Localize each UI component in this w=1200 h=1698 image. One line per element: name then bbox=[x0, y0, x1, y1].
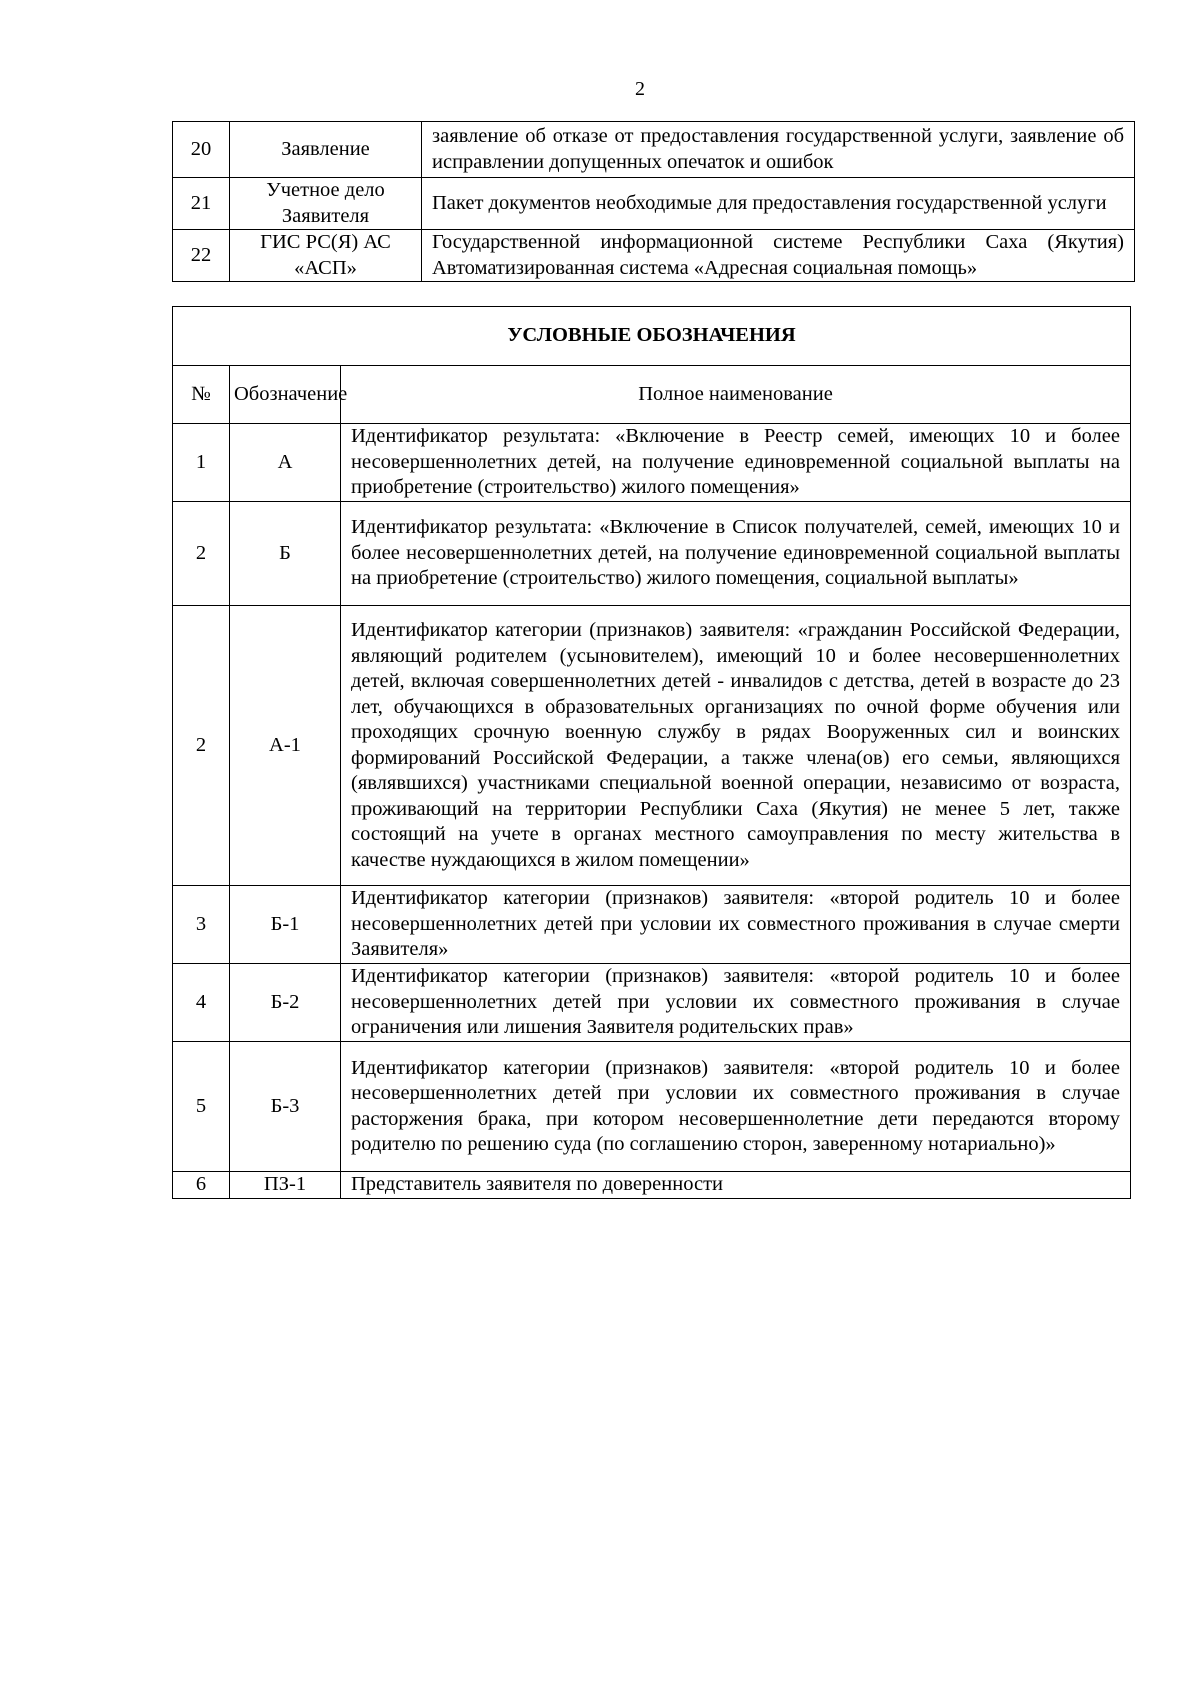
term-name: ГИС РС(Я) АС «АСП» bbox=[230, 230, 422, 282]
legend-description: Представитель заявителя по доверенности bbox=[341, 1172, 1131, 1199]
term-description: Государственной информационной системе Республики Саха (Якутия) Автоматизированная система «Адресная социальная помощь» bbox=[422, 230, 1135, 282]
table-row bbox=[173, 122, 1135, 178]
page-number: 2 bbox=[635, 78, 645, 100]
legend-code: ПЗ-1 bbox=[230, 1172, 341, 1199]
table-row bbox=[173, 1042, 1131, 1172]
table-row bbox=[173, 424, 1131, 502]
header-code: Обозначение bbox=[230, 366, 341, 424]
legend-number: 5 bbox=[173, 1042, 230, 1172]
term-description: Пакет документов необходимые для предоставления государственной услуги bbox=[422, 178, 1135, 230]
legend-code: Б-3 bbox=[230, 1042, 341, 1172]
legend-number: 2 bbox=[173, 606, 230, 886]
term-name: Заявление bbox=[230, 122, 422, 178]
legend-code: Б-2 bbox=[230, 964, 341, 1042]
legend-description: Идентификатор категории (признаков) заявителя: «второй родитель 10 и более несовершеннолетних детей при условии их совместного проживания в случае расторжения брака, при котором несовершеннолетние дети передаются второму родителю по решению суда (по соглашению сторон, заверенному нотариально)» bbox=[341, 1042, 1131, 1172]
legend-code: Б-1 bbox=[230, 886, 341, 964]
table-row bbox=[173, 230, 1135, 282]
term-name: Учетное дело Заявителя bbox=[230, 178, 422, 230]
legend-code: Б bbox=[230, 502, 341, 606]
legend-code: А-1 bbox=[230, 606, 341, 886]
legend-number: 6 bbox=[173, 1172, 230, 1199]
legend-code: А bbox=[230, 424, 341, 502]
legend-number: 3 bbox=[173, 886, 230, 964]
legend-description: Идентификатор результата: «Включение в Список получателей, семей, имеющих 10 и более несовершеннолетних детей, на получение единовременной социальной выплаты на приобретение (строительство) жилого помещения, социальной выплаты» bbox=[341, 502, 1131, 606]
legend-number: 4 bbox=[173, 964, 230, 1042]
terms-table bbox=[172, 121, 1135, 282]
header-number: № bbox=[173, 366, 230, 424]
legend-description: Идентификатор результата: «Включение в Реестр семей, имеющих 10 и более несовершеннолетних детей, на получение единовременной социальной выплаты на приобретение (строительство) жилого помещения» bbox=[341, 424, 1131, 502]
table-row bbox=[173, 606, 1131, 886]
legend-number: 1 bbox=[173, 424, 230, 502]
header-full-name: Полное наименование bbox=[341, 366, 1131, 424]
table-row bbox=[173, 178, 1135, 230]
table-row bbox=[173, 502, 1131, 606]
legend-description: Идентификатор категории (признаков) заявителя: «гражданин Российской Федерации, являющий родителем (усыновителем), имеющий 10 и более несовершеннолетних детей, включая совершеннолетних детей - инвалидов с детства, детей в возрасте до 23 лет, обучающихся в образовательных организациях по очной форме обучения или проходящих срочную военную службу в рядах Вооруженных сил и воинских формирований Российской Федерации, а также члена(ов) его семьи, являющихся (являвшихся) участниками специальной военной операции, независимо от возраста, проживающий на территории Республики Саха (Якутия) не менее 5 лет, также состоящий на учете в органах местного самоуправления по месту жительства в качестве нуждающихся в жилом помещении» bbox=[341, 606, 1131, 886]
table-row bbox=[173, 1172, 1131, 1199]
term-description: заявление об отказе от предоставления государственной услуги, заявление об исправлении допущенных опечаток и ошибок bbox=[422, 122, 1135, 178]
legend-description: Идентификатор категории (признаков) заявителя: «второй родитель 10 и более несовершеннолетних детей при условии их совместного проживания в случае ограничения или лишения Заявителя родительских прав» bbox=[341, 964, 1131, 1042]
term-number: 21 bbox=[173, 178, 230, 230]
table-row bbox=[173, 886, 1131, 964]
legend-table bbox=[172, 306, 1131, 1199]
legend-title: УСЛОВНЫЕ ОБОЗНАЧЕНИЯ bbox=[173, 307, 1131, 366]
legend-description: Идентификатор категории (признаков) заявителя: «второй родитель 10 и более несовершеннолетних детей при условии их совместного проживания в случае смерти Заявителя» bbox=[341, 886, 1131, 964]
legend-number: 2 bbox=[173, 502, 230, 606]
table-row bbox=[173, 964, 1131, 1042]
term-number: 22 bbox=[173, 230, 230, 282]
term-number: 20 bbox=[173, 122, 230, 178]
